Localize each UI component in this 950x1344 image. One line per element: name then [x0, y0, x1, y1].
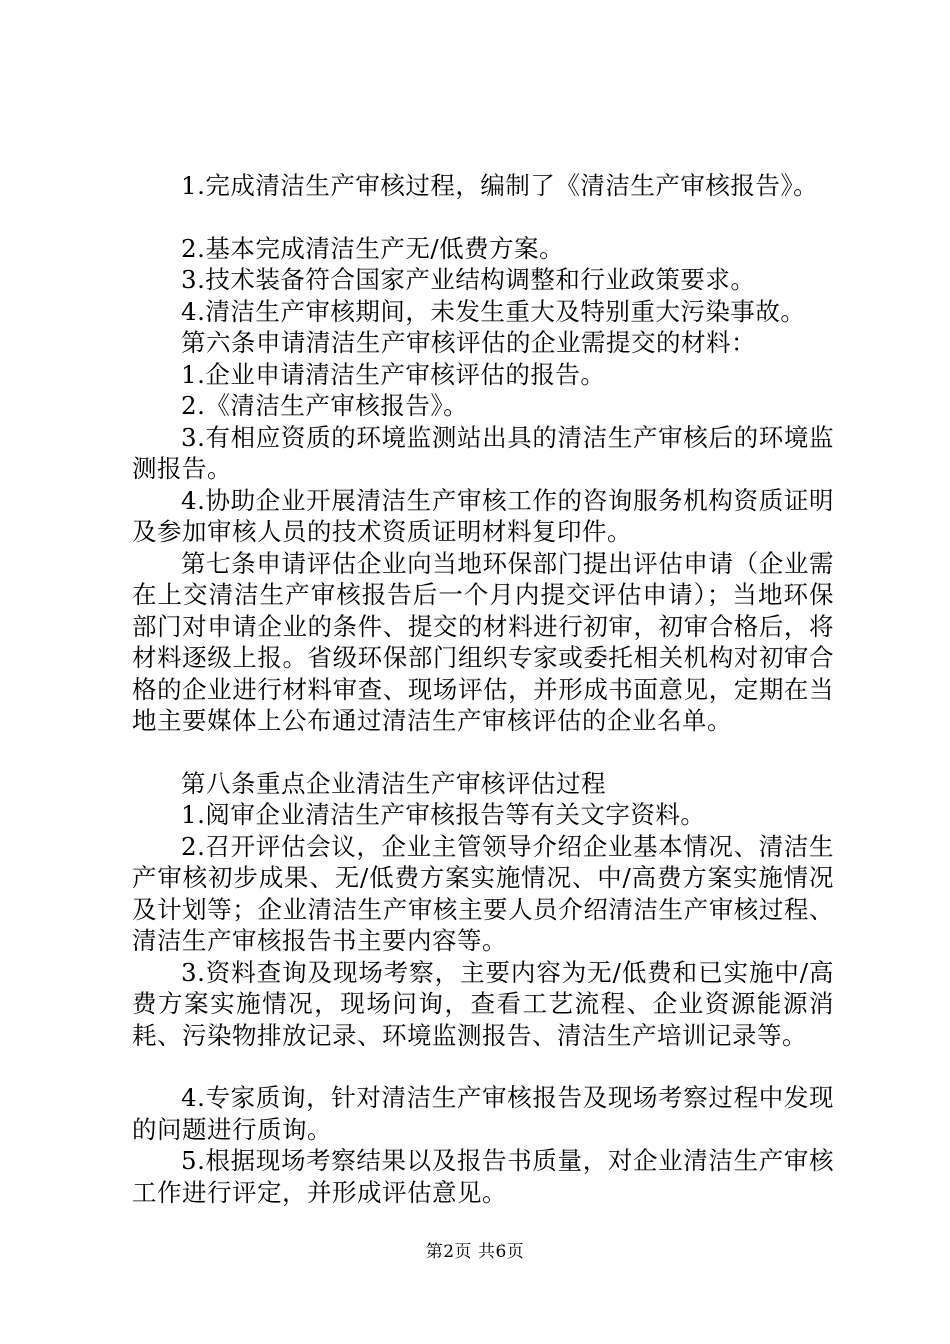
document-body	[132, 170, 834, 1208]
article-8-item-2: 2.召开评估会议，企业主管领导介绍企业基本情况、清洁生产审核初步成果、无/低费方案实施情况、中/高费方案实施情况及计划等；企业清洁生产审核主要人员介绍清洁生产审核过程、清洁生产审核报告书主要内容等。	[132, 831, 834, 955]
article-8-item-3: 3.资料查询及现场考察，主要内容为无/低费和已实施中/高费方案实施情况，现场问询，查看工艺流程、企业资源能源消耗、污染物排放记录、环境监测报告、清洁生产培训记录等。	[132, 957, 834, 1050]
paragraph-item-3: 3.技术装备符合国家产业结构调整和行业政策要求。	[181, 265, 756, 294]
article-7-paragraph: 第七条申请评估企业向当地环保部门提出评估申请（企业需在上交清洁生产审核报告后一个月内提交评估申请）；当地环保部门对申请企业的条件、提交的材料进行初审，初审合格后，将材料逐级上报。省级环保部门组织专家或委托相关机构对初审合格的企业进行材料审查、现场评估，并形成书面意见，定期在当地主要媒体上公布通过清洁生产审核评估的企业名单。	[132, 548, 834, 735]
article-8-item-4: 4.专家质询，针对清洁生产审核报告及现场考察过程中发现的问题进行质询。	[132, 1083, 834, 1144]
paragraph-item-1: 1.完成清洁生产审核过程，编制了《清洁生产审核报告》。	[181, 171, 819, 200]
page-number-footer: 第2页 共6页	[425, 1242, 525, 1262]
article-8-heading: 第八条重点企业清洁生产审核评估过程	[181, 768, 606, 798]
article-6-item-2: 2.《清洁生产审核报告》。	[181, 391, 469, 420]
article-6-item-3: 3.有相应资质的环境监测站出具的清洁生产审核后的环境监测报告。	[132, 422, 834, 483]
article-8-item-5: 5.根据现场考察结果以及报告书质量，对企业清洁生产审核工作进行评定，并形成评估意见。	[132, 1146, 834, 1207]
article-6-item-4: 4.协助企业开展清洁生产审核工作的咨询服务机构资质证明及参加审核人员的技术资质证明材料复印件。	[132, 485, 834, 546]
article-8-item-1: 1.阅审企业清洁生产审核报告等有关文字资料。	[181, 800, 706, 829]
paragraph-item-2: 2.基本完成清洁生产无/低费方案。	[181, 233, 565, 263]
article-6-heading: 第六条申请清洁生产审核评估的企业需提交的材料：	[181, 328, 756, 357]
article-6-item-1: 1.企业申请清洁生产审核评估的报告。	[181, 359, 606, 389]
paragraph-item-4: 4.清洁生产审核期间，未发生重大及特别重大污染事故。	[181, 296, 806, 326]
